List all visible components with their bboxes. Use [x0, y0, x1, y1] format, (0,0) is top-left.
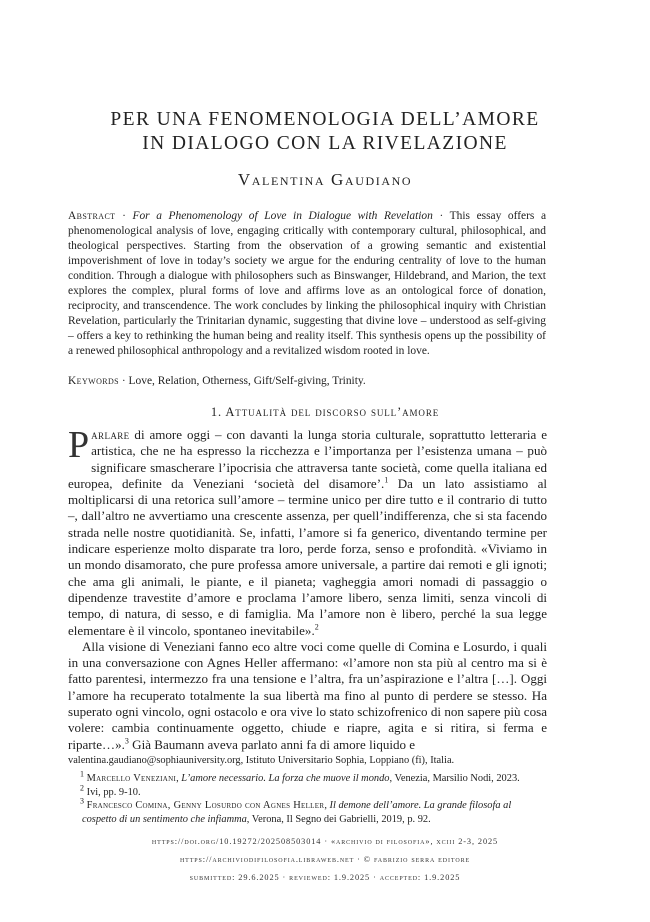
- footnote-3: $^3$ Francesco Comina, Genny Losurdo con Agnes Heller, Il demone dell’amore. La grande filosofa al cospetto di un sentimento che infiamma, Verona, Il Segno dei Gabrielli, 2019, p. 92.: [80, 796, 512, 825]
- drop-cap: P: [68, 424, 90, 466]
- footnote-1: $^1$ Marcello Veneziani, L’amore necessario. La forza che muove il mondo, Venezia, Marsilio Nodi, 2023.: [80, 769, 520, 785]
- doi-line[interactable]: https://doi.org/10.19272/202508503014 · «archivio di filosofia», xciii 2-3, 2025: [151, 837, 499, 846]
- footnote-1-title: L’amore necessario. La forza che muove il mondo: [181, 773, 390, 785]
- footnote-ref-3[interactable]: 3: [124, 736, 129, 746]
- footnote-2-text: Ivi, pp. 9-10.: [86, 786, 141, 798]
- publication-metadata: [0, 833, 650, 887]
- dates-line: submitted: 29.6.2025 · reviewed: 1.9.2025 · accepted: 1.9.2025: [189, 873, 461, 882]
- article-title: [0, 108, 650, 156]
- footnote-ref-1[interactable]: 1: [384, 475, 389, 485]
- footnote-ref-2[interactable]: 2: [314, 622, 319, 632]
- abstract-separator: ·: [122, 210, 126, 222]
- abstract-english-title: For a Phenomenology of Love in Dialogue with Revelation: [132, 210, 433, 222]
- keywords-label: Keywords: [68, 375, 120, 387]
- body-text: [68, 424, 547, 753]
- footnote-1-author: Marcello Veneziani: [86, 773, 177, 785]
- footnote-3-title: Il demone dell’amore. La grande filosofa al cospetto di un sentimento che infiamma: [82, 800, 512, 825]
- keywords-block: [68, 374, 546, 389]
- article-title-line-1: PER UNA FENOMENOLOGIA DELL’AMORE: [110, 109, 540, 130]
- footnote-3-rest: , Verona, Il Segno dei Gabrielli, 2019, p. 92.: [246, 813, 431, 825]
- abstract-block: [68, 209, 546, 359]
- keywords-separator: ·: [121, 375, 126, 387]
- footnote-2: [68, 783, 547, 799]
- paragraph-1-text-b: Da un lato assistiamo al moltiplicarsi di una retorica sull’amore – termine unico per dire tutto e il contrario di tutto –, dall’altro ne avvertiamo una crescente assenza, per quell’indifferenza, che si sta facendo strada nelle nostre quotidianità. Se, infatti, l’amore si fa generico, diventando termine per indicare esperienze molto disparate tra loro, perde forza, senso e profondità. «Viviamo in un mondo disamorato, che pure professa amore universale, a partire dai remoti e gli ignoti; che ama gli animali, le piante, e il pianeta; vagheggia amori nomadi di passaggio o dipendenze travestite d’amore e proclama l’amore libero, senza limiti, senza vincoli di tempo, di natura, di sesso, e di famiglia. Ma l’amore non è libero, perché la sua legge elementare è il vincolo, spontaneo inevitabile».: [68, 475, 547, 638]
- keywords-text: Love, Relation, Otherness, Gift/Self-giving, Trinity.: [128, 375, 366, 387]
- abstract-label: Abstract: [68, 210, 116, 222]
- footnote-1-number: 1: [80, 769, 84, 779]
- article-author: Valentina Gaudiano: [237, 170, 413, 189]
- first-word-small-caps: arlare: [91, 427, 130, 442]
- paragraph-1-text-a: di amore oggi – con davanti la lunga storia culturale, soprattutto letteraria e artistica, che ne ha espresso la ricchezza e l’importanza per l’esistenza umana – può significare smascherare l’ipocrisia che attraversa tante società, come quella italiana ed europea, definite da Veneziani ‘società del disamore’.: [68, 427, 547, 491]
- abstract-separator-2: ·: [439, 210, 444, 222]
- footnote-1-rest: , Venezia, Marsilio Nodi, 2023.: [389, 773, 520, 785]
- paragraph-2-text-a: Alla visione di Veneziani fanno eco altre voci come quelle di Comina e Losurdo, i quali in una conversazione con Agnes Heller affermano: «l’amore non sta più al centro ma si è fatto parentesi, intermezzo fra una tensione e l’altra, fra un’aspirazione e l’altra […]. Oggi l’amore ha recuperato totalmente la sua libertà ma fino al punto di perdere se stesso. Ha superato ogni vincolo, ogni ostacolo e ora vive lo stato schizofrenico di non sapere più cosa volere: cambia continuamente oggetto, chiude e riapre, agita e si ritira, si ferma e riparte…».: [68, 638, 547, 752]
- article-title-line-2: IN DIALOGO CON LA RIVELAZIONE: [142, 133, 508, 154]
- paragraph-2-text-b: Già Baumann aveva parlato anni fa di amore liquido e: [128, 736, 416, 752]
- publisher-line[interactable]: https://archiviodifilosofia.libraweb.net · © fabrizio serra editore: [179, 855, 471, 864]
- footnote-3-author: Francesco Comina, Genny Losurdo con Agnes Heller: [86, 800, 325, 812]
- section-heading: 1. Attualità del discorso sull’amore: [210, 405, 440, 419]
- body-paragraph-2: [68, 639, 547, 753]
- author-affiliation: valentina.gaudiano@sophiauniversity.org, Istituto Universitario Sophia, Loppiano (fi), Italia.: [68, 755, 455, 766]
- body-paragraph-1: [68, 424, 547, 639]
- footnote-2-number: 2: [80, 783, 84, 793]
- abstract-text: This essay offers a phenomenological analysis of love, engaging critically with contemporary cultural, philosophical, and theological perspectives. Starting from the observation of a growing semantic and existential impoverishment of love in today’s society we argue for the enduring centrality of love to the human condition. Through a dialogue with philosophers such as Binswanger, Hildebrand, and Marion, the text explores the complex, plural forms of love and affirms love as an ontological force of donation, reciprocity, and transcendence. The work concludes by linking the philosophical inquiry with Christian Revelation, particularly the Trinitarian dynamic, suggesting that divine love – understood as self-giving – offers a key to rethinking the human being and reality itself. This synthesis opens up the possibility of a renewed philosophical anthropology and a revitalized wisdom rooted in love.: [68, 210, 547, 358]
- footnote-3-number: 3: [80, 796, 84, 806]
- footnotes-block: [68, 754, 547, 826]
